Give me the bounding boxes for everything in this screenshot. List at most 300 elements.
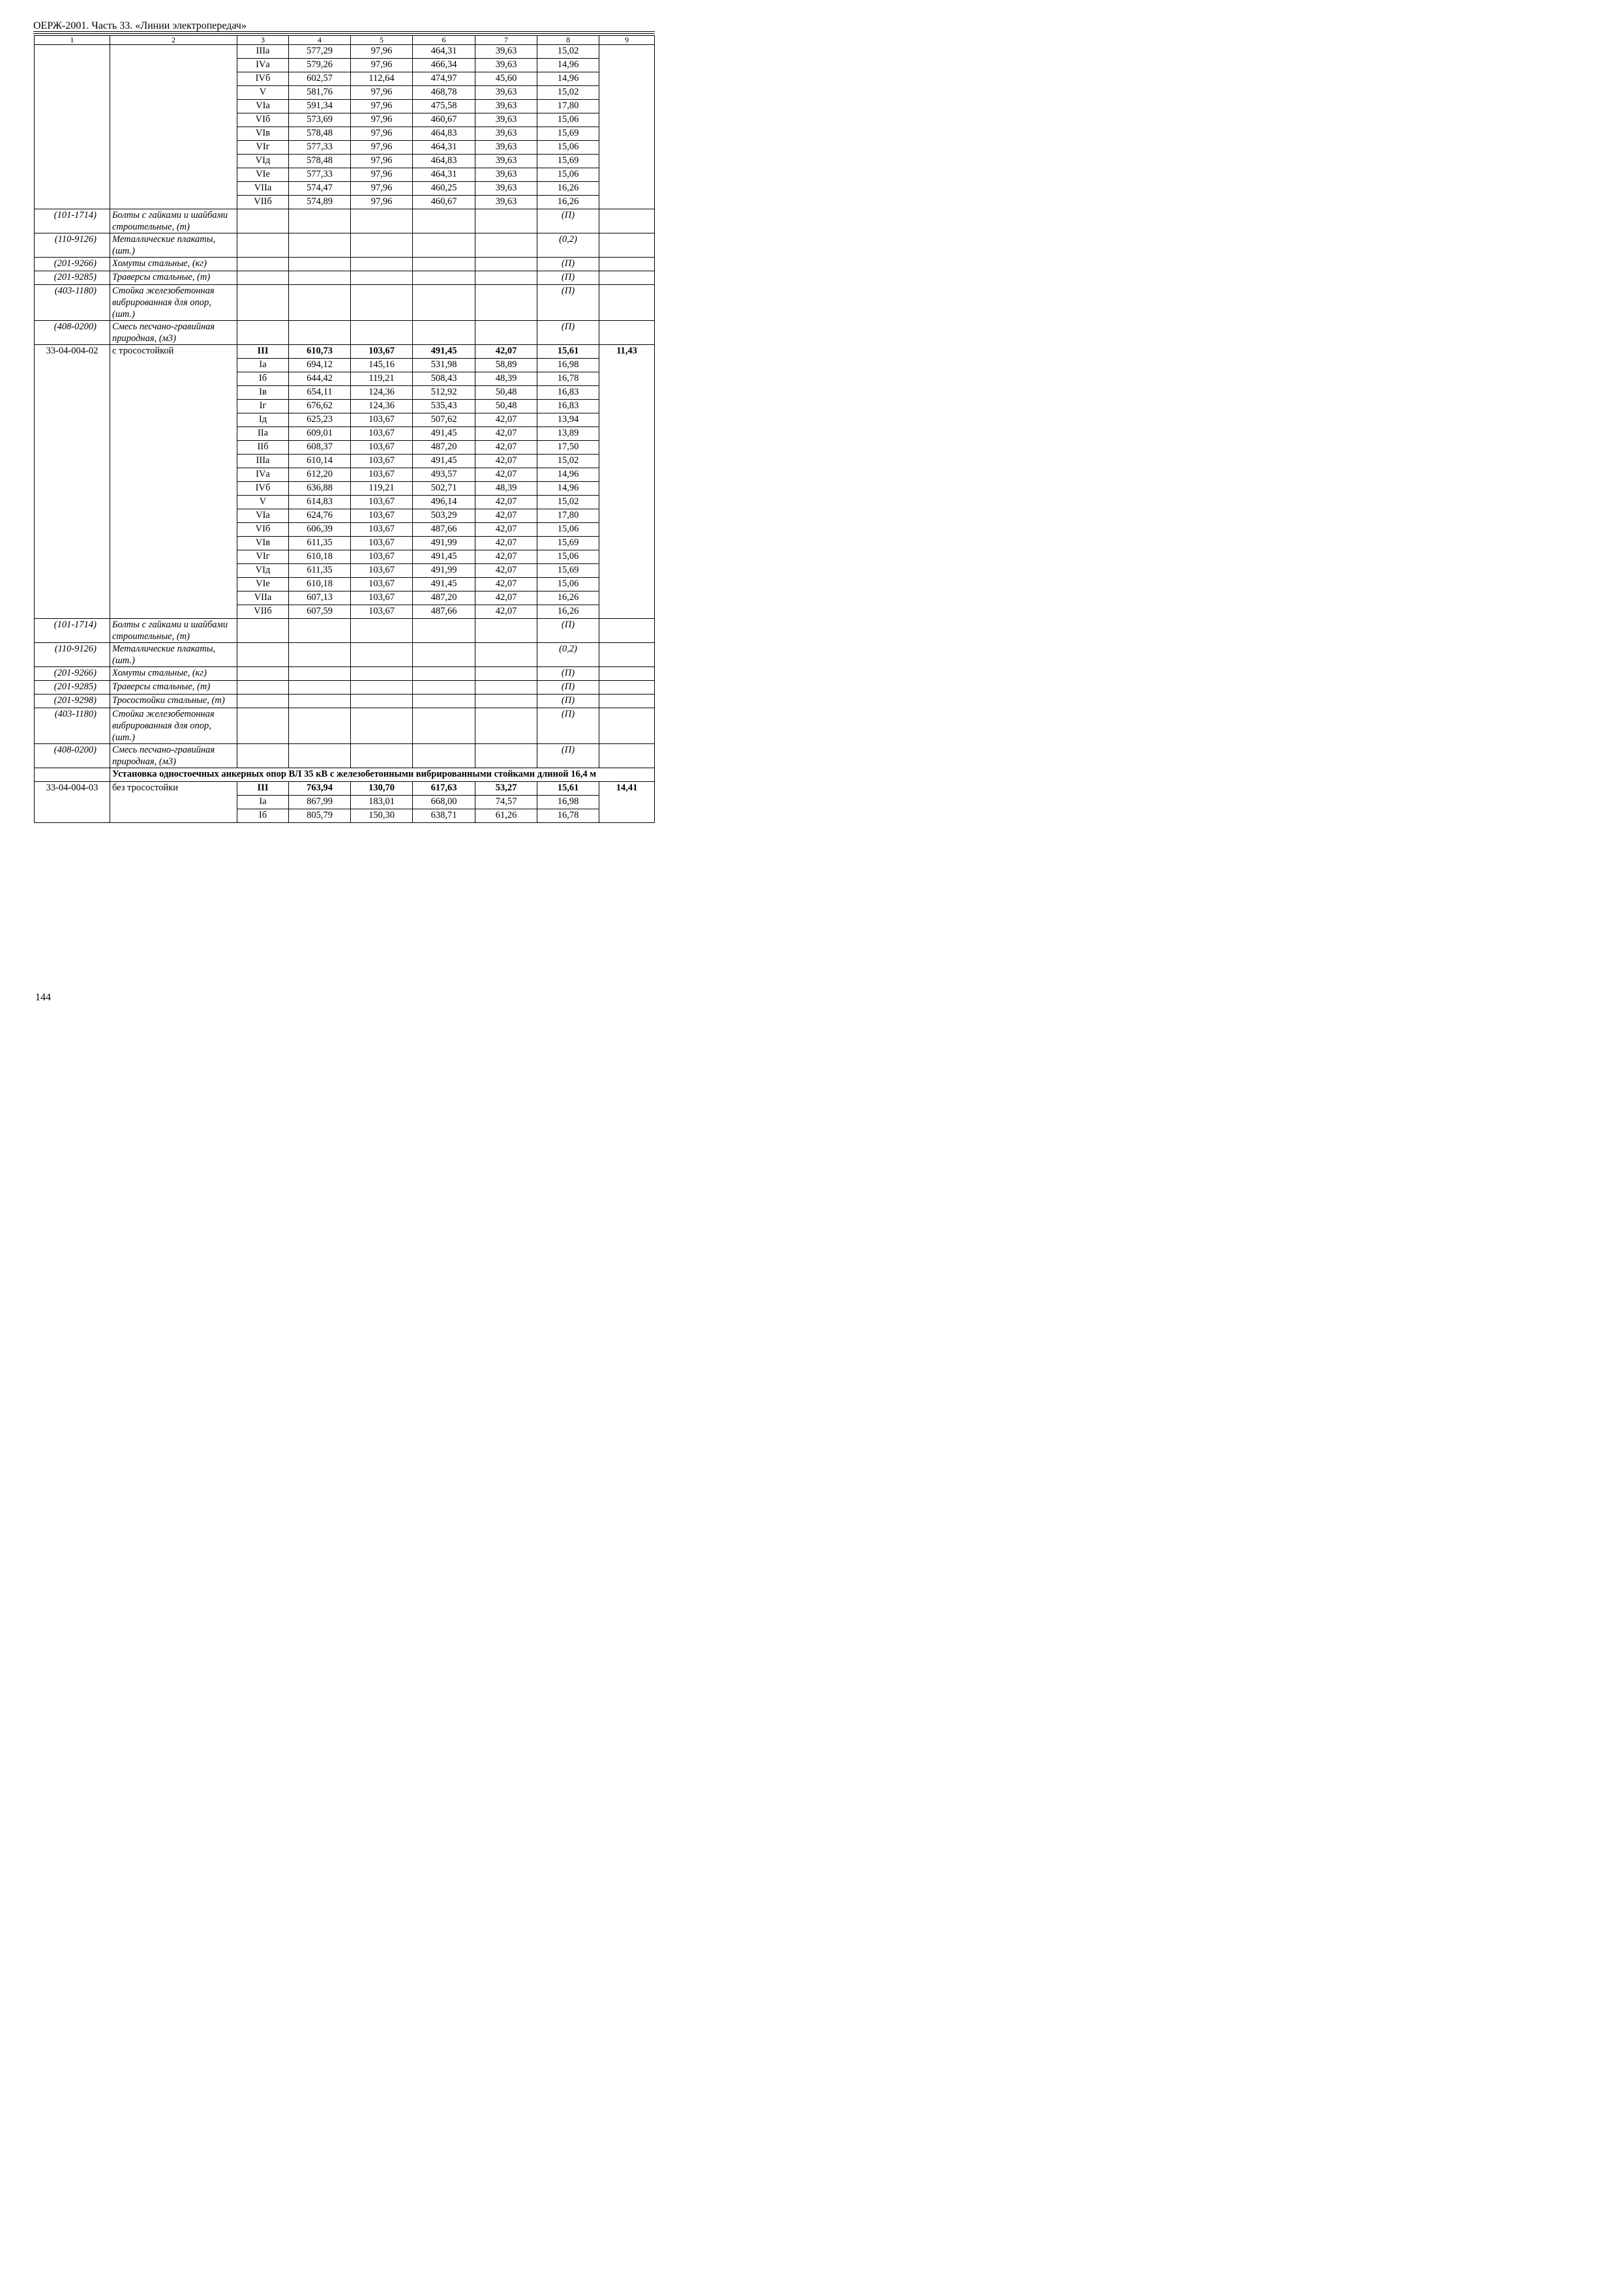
empty-cell [289, 271, 351, 285]
value-c6: 491,45 [413, 550, 475, 564]
value-c7: 48,39 [475, 372, 537, 386]
value-c5: 103,67 [351, 345, 413, 359]
column-number: 1 [35, 36, 110, 45]
value-c4: 577,33 [289, 168, 351, 182]
value-c7: 42,07 [475, 509, 537, 523]
value-c4: 578,48 [289, 127, 351, 141]
value-c5: 119,21 [351, 372, 413, 386]
value-c6: 464,31 [413, 168, 475, 182]
empty-cell [475, 619, 537, 643]
value-c7: 50,48 [475, 400, 537, 413]
material-name: Металлические плакаты, (шт.) [110, 643, 237, 667]
column-number: 2 [110, 36, 237, 45]
coef-cell [599, 45, 655, 209]
value-c7: 39,63 [475, 196, 537, 209]
value-c7: 39,63 [475, 127, 537, 141]
material-code: (201-9266) [35, 258, 110, 271]
value-c3: VIIа [237, 182, 289, 196]
value-c8: 15,02 [537, 496, 599, 509]
value-c5: 103,67 [351, 550, 413, 564]
value-c5: 97,96 [351, 182, 413, 196]
empty-cell [237, 744, 289, 768]
value-c8: 13,94 [537, 413, 599, 427]
value-c3: VIд [237, 564, 289, 578]
value-c8: 16,26 [537, 605, 599, 619]
empty-cell [413, 619, 475, 643]
material-quantity: (П) [537, 681, 599, 695]
value-c6: 491,45 [413, 578, 475, 591]
empty-cell [289, 695, 351, 708]
empty-cell [413, 321, 475, 345]
page-header-title: ОЕРЖ-2001. Часть 33. «Линии электропередач» [33, 20, 247, 31]
empty-cell [237, 619, 289, 643]
value-c6: 512,92 [413, 386, 475, 400]
material-row [35, 643, 655, 667]
value-c6: 474,97 [413, 72, 475, 86]
value-c5: 103,67 [351, 509, 413, 523]
value-c8: 15,69 [537, 564, 599, 578]
value-c3: Iв [237, 386, 289, 400]
value-c8: 16,78 [537, 809, 599, 823]
value-c3: IIIа [237, 455, 289, 468]
value-c8: 16,26 [537, 196, 599, 209]
empty-cell [351, 233, 413, 258]
rate-code: 33-04-004-02 [35, 345, 110, 619]
value-c3: IIб [237, 441, 289, 455]
value-c6: 507,62 [413, 413, 475, 427]
value-c8: 15,61 [537, 782, 599, 796]
value-c5: 103,67 [351, 537, 413, 550]
rate-name: с тросостойкой [110, 345, 237, 619]
value-c5: 103,67 [351, 455, 413, 468]
empty-cell [413, 258, 475, 271]
value-c6: 460,25 [413, 182, 475, 196]
empty-cell [599, 258, 655, 271]
value-c3: VIIб [237, 605, 289, 619]
empty-cell [413, 695, 475, 708]
empty-cell [599, 233, 655, 258]
value-c4: 607,59 [289, 605, 351, 619]
empty-cell [599, 619, 655, 643]
value-c4: 606,39 [289, 523, 351, 537]
value-c7: 42,07 [475, 345, 537, 359]
value-c8: 14,96 [537, 72, 599, 86]
empty-cell [351, 643, 413, 667]
value-c8: 16,26 [537, 182, 599, 196]
material-row [35, 744, 655, 768]
material-name: Смесь песчано-гравийная природная, (м3) [110, 321, 237, 345]
empty-cell [289, 258, 351, 271]
value-c7: 61,26 [475, 809, 537, 823]
value-c6: 496,14 [413, 496, 475, 509]
material-quantity: (П) [537, 667, 599, 681]
rates-table [34, 35, 655, 823]
empty-cell [413, 271, 475, 285]
empty-cell [475, 258, 537, 271]
material-code: (101-1714) [35, 619, 110, 643]
value-c9: 11,43 [599, 345, 655, 619]
value-c3: VIб [237, 113, 289, 127]
column-number: 5 [351, 36, 413, 45]
value-c6: 493,57 [413, 468, 475, 482]
material-code: (408-0200) [35, 321, 110, 345]
value-c6: 487,20 [413, 591, 475, 605]
empty-cell [475, 744, 537, 768]
value-c8: 16,98 [537, 359, 599, 372]
value-c6: 464,83 [413, 155, 475, 168]
value-c5: 97,96 [351, 100, 413, 113]
value-c5: 97,96 [351, 155, 413, 168]
empty-cell [237, 681, 289, 695]
value-c6: 638,71 [413, 809, 475, 823]
value-c5: 183,01 [351, 796, 413, 809]
empty-cell [289, 321, 351, 345]
empty-cell [289, 619, 351, 643]
empty-cell [351, 209, 413, 233]
value-c8: 13,89 [537, 427, 599, 441]
value-c4: 614,83 [289, 496, 351, 509]
value-c6: 491,45 [413, 427, 475, 441]
value-c6: 491,45 [413, 345, 475, 359]
empty-cell [413, 209, 475, 233]
value-c4: 577,33 [289, 141, 351, 155]
value-c8: 15,69 [537, 155, 599, 168]
value-c7: 42,07 [475, 550, 537, 564]
value-c5: 150,30 [351, 809, 413, 823]
value-c5: 97,96 [351, 196, 413, 209]
value-c7: 48,39 [475, 482, 537, 496]
value-c7: 42,07 [475, 591, 537, 605]
value-c3: IVа [237, 59, 289, 72]
empty-cell [237, 695, 289, 708]
value-c7: 39,63 [475, 45, 537, 59]
material-row [35, 271, 655, 285]
value-c7: 39,63 [475, 182, 537, 196]
value-c5: 103,67 [351, 605, 413, 619]
value-c9: 14,41 [599, 782, 655, 823]
value-c3: VIг [237, 141, 289, 155]
value-c3: IVб [237, 72, 289, 86]
empty-cell [413, 744, 475, 768]
material-name: Хомуты стальные, (кг) [110, 667, 237, 681]
value-c3: Iа [237, 796, 289, 809]
empty-cell [351, 667, 413, 681]
empty-cell [237, 258, 289, 271]
empty-cell [475, 667, 537, 681]
value-c5: 112,64 [351, 72, 413, 86]
value-c4: 609,01 [289, 427, 351, 441]
value-c4: 612,20 [289, 468, 351, 482]
value-c5: 97,96 [351, 45, 413, 59]
empty-cell [413, 643, 475, 667]
value-c3: VIв [237, 127, 289, 141]
value-c6: 502,71 [413, 482, 475, 496]
value-c5: 130,70 [351, 782, 413, 796]
value-c4: 577,29 [289, 45, 351, 59]
table-row-main [35, 345, 655, 359]
value-c6: 617,63 [413, 782, 475, 796]
material-quantity: (П) [537, 285, 599, 321]
empty-cell [289, 643, 351, 667]
empty-cell [237, 321, 289, 345]
material-code: (201-9298) [35, 695, 110, 708]
rate-code: 33-04-004-03 [35, 782, 110, 823]
value-c8: 16,83 [537, 400, 599, 413]
value-c3: VIв [237, 537, 289, 550]
empty-cell [599, 681, 655, 695]
empty-cell [289, 681, 351, 695]
value-c7: 74,57 [475, 796, 537, 809]
value-c6: 464,31 [413, 141, 475, 155]
value-c6: 460,67 [413, 196, 475, 209]
value-c3: VIд [237, 155, 289, 168]
empty-cell [475, 695, 537, 708]
material-code: (110-9126) [35, 643, 110, 667]
empty-cell [289, 708, 351, 744]
value-c5: 97,96 [351, 168, 413, 182]
material-quantity: (П) [537, 209, 599, 233]
value-c4: 607,13 [289, 591, 351, 605]
value-c8: 15,06 [537, 578, 599, 591]
value-c3: VIIб [237, 196, 289, 209]
empty-cell [413, 667, 475, 681]
value-c8: 16,83 [537, 386, 599, 400]
value-c3: IVб [237, 482, 289, 496]
value-c5: 103,67 [351, 578, 413, 591]
value-c4: 625,23 [289, 413, 351, 427]
empty-cell [475, 271, 537, 285]
empty-cell [237, 285, 289, 321]
empty-cell [351, 695, 413, 708]
value-c3: VIе [237, 168, 289, 182]
column-number: 3 [237, 36, 289, 45]
section-title: Установка одностоечных анкерных опор ВЛ 35 кВ с железобетонными вибрированными стойками длиной 16,4 м [110, 768, 655, 782]
material-code: (101-1714) [35, 209, 110, 233]
value-c3: Iд [237, 413, 289, 427]
value-c8: 14,96 [537, 482, 599, 496]
value-c8: 15,06 [537, 141, 599, 155]
value-c3: Iа [237, 359, 289, 372]
value-c3: VIа [237, 509, 289, 523]
column-number: 7 [475, 36, 537, 45]
empty-cell [475, 708, 537, 744]
value-c8: 15,02 [537, 455, 599, 468]
empty-cell [289, 233, 351, 258]
value-c7: 50,48 [475, 386, 537, 400]
value-c7: 42,07 [475, 578, 537, 591]
material-row [35, 619, 655, 643]
value-c6: 535,43 [413, 400, 475, 413]
empty-cell [599, 271, 655, 285]
empty-cell [237, 708, 289, 744]
value-c8: 14,96 [537, 468, 599, 482]
value-c6: 503,29 [413, 509, 475, 523]
value-c3: IIа [237, 427, 289, 441]
value-c4: 676,62 [289, 400, 351, 413]
material-name: Стойка железобетонная вибрированная для опор, (шт.) [110, 285, 237, 321]
empty-cell [475, 285, 537, 321]
value-c7: 42,07 [475, 413, 537, 427]
value-c5: 103,67 [351, 523, 413, 537]
empty-cell [237, 209, 289, 233]
value-c6: 487,20 [413, 441, 475, 455]
value-c6: 491,99 [413, 564, 475, 578]
material-row [35, 209, 655, 233]
header-rule [33, 33, 655, 34]
value-c6: 487,66 [413, 523, 475, 537]
value-c4: 763,94 [289, 782, 351, 796]
value-c5: 103,67 [351, 427, 413, 441]
section-row [35, 768, 655, 782]
value-c8: 17,80 [537, 100, 599, 113]
value-c5: 97,96 [351, 127, 413, 141]
value-c8: 14,96 [537, 59, 599, 72]
value-c7: 39,63 [475, 155, 537, 168]
empty-cell [351, 321, 413, 345]
material-name: Тросостойки стальные, (т) [110, 695, 237, 708]
value-c3: VIг [237, 550, 289, 564]
material-name: Траверсы стальные, (т) [110, 271, 237, 285]
material-quantity: (П) [537, 271, 599, 285]
empty-cell [351, 744, 413, 768]
value-c8: 15,69 [537, 127, 599, 141]
value-c4: 591,34 [289, 100, 351, 113]
empty-cell [413, 681, 475, 695]
material-quantity: (П) [537, 708, 599, 744]
empty-cell [599, 667, 655, 681]
value-c7: 39,63 [475, 141, 537, 155]
value-c5: 97,96 [351, 113, 413, 127]
value-c5: 97,96 [351, 141, 413, 155]
value-c7: 42,07 [475, 441, 537, 455]
empty-cell [351, 681, 413, 695]
value-c8: 15,06 [537, 550, 599, 564]
value-c3: III [237, 345, 289, 359]
value-c8: 16,78 [537, 372, 599, 386]
page-number: 144 [35, 992, 51, 1003]
value-c4: 610,14 [289, 455, 351, 468]
table-row [35, 45, 655, 59]
column-number: 6 [413, 36, 475, 45]
value-c3: Iг [237, 400, 289, 413]
value-c4: 574,89 [289, 196, 351, 209]
value-c4: 608,37 [289, 441, 351, 455]
value-c3: Iб [237, 809, 289, 823]
value-c4: 579,26 [289, 59, 351, 72]
empty-cell [413, 285, 475, 321]
value-c8: 16,98 [537, 796, 599, 809]
value-c8: 15,06 [537, 168, 599, 182]
material-code: (201-9285) [35, 271, 110, 285]
value-c6: 668,00 [413, 796, 475, 809]
material-name: Болты с гайками и шайбами строительные, (т) [110, 209, 237, 233]
empty-cell [35, 768, 110, 782]
material-row [35, 258, 655, 271]
material-name: Стойка железобетонная вибрированная для опор, (шт.) [110, 708, 237, 744]
name-cell [110, 45, 237, 209]
value-c4: 610,18 [289, 550, 351, 564]
value-c5: 97,96 [351, 86, 413, 100]
value-c8: 17,80 [537, 509, 599, 523]
column-number-row [35, 36, 655, 45]
value-c8: 16,26 [537, 591, 599, 605]
value-c5: 103,67 [351, 564, 413, 578]
value-c4: 578,48 [289, 155, 351, 168]
value-c3: VIIа [237, 591, 289, 605]
value-c4: 624,76 [289, 509, 351, 523]
value-c8: 17,50 [537, 441, 599, 455]
empty-cell [289, 744, 351, 768]
value-c4: 636,88 [289, 482, 351, 496]
value-c3: VIа [237, 100, 289, 113]
value-c8: 15,06 [537, 113, 599, 127]
value-c8: 15,69 [537, 537, 599, 550]
column-number: 9 [599, 36, 655, 45]
empty-cell [475, 643, 537, 667]
material-code: (403-1180) [35, 285, 110, 321]
value-c6: 531,98 [413, 359, 475, 372]
empty-cell [475, 681, 537, 695]
rate-name: без тросостойки [110, 782, 237, 823]
material-name: Металлические плакаты, (шт.) [110, 233, 237, 258]
table-row-main [35, 782, 655, 796]
value-c6: 491,45 [413, 455, 475, 468]
value-c7: 42,07 [475, 523, 537, 537]
material-quantity: (П) [537, 258, 599, 271]
column-number: 4 [289, 36, 351, 45]
value-c6: 464,83 [413, 127, 475, 141]
value-c6: 464,31 [413, 45, 475, 59]
empty-cell [351, 258, 413, 271]
value-c7: 39,63 [475, 113, 537, 127]
empty-cell [599, 321, 655, 345]
empty-cell [237, 233, 289, 258]
value-c4: 573,69 [289, 113, 351, 127]
value-c7: 42,07 [475, 455, 537, 468]
value-c4: 611,35 [289, 537, 351, 550]
material-code: (201-9266) [35, 667, 110, 681]
value-c6: 491,99 [413, 537, 475, 550]
empty-cell [351, 619, 413, 643]
value-c5: 103,67 [351, 413, 413, 427]
material-row [35, 708, 655, 744]
empty-cell [413, 708, 475, 744]
value-c3: IVа [237, 468, 289, 482]
value-c7: 58,89 [475, 359, 537, 372]
value-c3: VIе [237, 578, 289, 591]
value-c4: 610,73 [289, 345, 351, 359]
value-c6: 508,43 [413, 372, 475, 386]
value-c7: 39,63 [475, 168, 537, 182]
material-row [35, 667, 655, 681]
value-c7: 39,63 [475, 100, 537, 113]
material-row [35, 695, 655, 708]
empty-cell [599, 643, 655, 667]
value-c8: 15,02 [537, 45, 599, 59]
value-c5: 124,36 [351, 400, 413, 413]
empty-cell [351, 271, 413, 285]
value-c7: 42,07 [475, 537, 537, 550]
material-code: (201-9285) [35, 681, 110, 695]
material-name: Хомуты стальные, (кг) [110, 258, 237, 271]
material-code: (408-0200) [35, 744, 110, 768]
material-quantity: (П) [537, 695, 599, 708]
empty-cell [237, 667, 289, 681]
empty-cell [599, 695, 655, 708]
value-c5: 103,67 [351, 468, 413, 482]
header-rule [33, 31, 655, 32]
value-c3: V [237, 86, 289, 100]
